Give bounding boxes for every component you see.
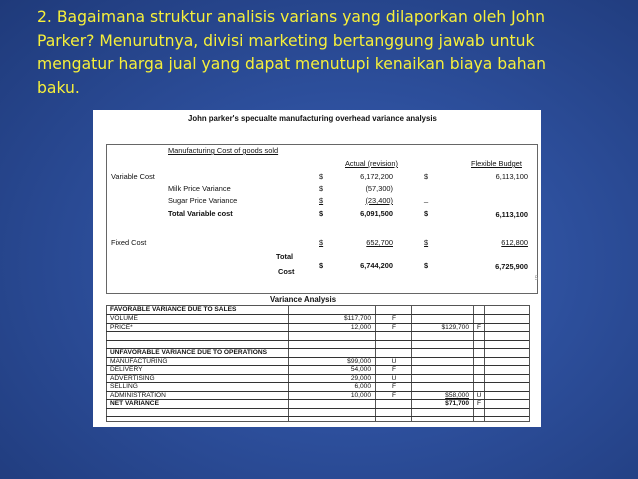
total-value-actual: 6,744,200 [360,261,393,270]
total-currency-actual: $ [319,261,324,270]
table-row-amount: $99,000 [347,358,371,365]
grid-line [106,365,529,366]
row-value-flexible: 6,113,100 [495,210,528,219]
grid-line [106,382,529,383]
total-value-flexible: 6,725,900 [495,262,528,271]
question-line-3: mengatur harga jual yang dapat menutupi kenaikan biaya bahan [37,55,547,73]
table-row-flag: U [391,358,397,365]
table-row-flag: F [391,392,397,399]
grid-line [106,374,529,375]
table-row-label: MANUFACTURING [110,358,168,365]
row-value-actual: (57,300) [365,184,393,193]
row-label-milk: Milk Price Variance [168,184,231,193]
table-row-label: SELLING [110,383,138,390]
table-row-amount: 10,000 [350,392,371,399]
table-row-flag: F [391,315,397,322]
row-currency-actual: $ [319,184,324,193]
row-value-actual: 6,172,200 [360,172,393,181]
row-label-variable-cost: Variable Cost [111,172,155,181]
corner-mark: 5 [534,276,538,282]
row-value-actual: (23,400) [365,196,393,205]
table-row-flag: U [391,375,397,382]
row-label-total-variable: Total Variable cost [168,209,233,218]
row-currency-flexible: $ [424,172,429,181]
grid-line [106,340,529,341]
overhead-section-label: Manufacturing Cost of goods sold [168,146,279,155]
total-label-line1: Total [276,252,294,261]
table-row-subflag: F [476,324,482,331]
overhead-title: John parker's specualte manufacturing overhead variance analysis [188,114,437,123]
col-flexible-header: Flexible Budget [471,159,522,168]
grid-line [106,408,529,409]
table-row-flag: F [391,324,397,331]
row-value-actual: 6,091,500 [360,209,393,218]
total-label-line2: Cost [278,267,295,276]
question-line-2: Parker? Menurutnya, divisi marketing bertanggung jawab untuk [37,31,535,50]
table-row-label: ADMINISTRATION [110,392,166,399]
question-text [37,6,617,100]
table-row-flag: F [391,383,397,390]
grid-line [106,416,529,417]
row-value-flexible: 612,800 [501,238,528,247]
row-label-sugar: Sugar Price Variance [168,196,238,205]
total-currency-flexible: $ [424,261,429,270]
table-row-amount: $117,700 [343,315,371,322]
table-row-label: DELIVERY [110,366,143,373]
col-actual-header: Actual (revision) [345,159,398,168]
row-currency-flexible: $ [424,209,429,218]
grid-line [106,357,529,358]
grid-line [106,314,529,315]
table-row-amount: 6,000 [354,383,371,390]
row-currency-actual: $ [319,172,324,181]
table-row-flag: F [391,366,397,373]
row-value-flexible: 6,113,100 [495,172,528,181]
row-currency-actual: $ [319,209,324,218]
table-row-amount: 12,000 [350,324,371,331]
grid-line [106,331,529,332]
table-row-subtotal: $58,000 [445,392,469,399]
table-row-label: PRICE* [110,324,133,331]
row-currency-actual: $ [319,196,324,205]
variance-title: Variance Analysis [270,295,337,304]
spreadsheet-image [93,110,541,427]
table-row-subtotal: $129,700 [441,324,469,331]
question-line-4: baku. [37,78,80,97]
net-variance-label: NET VARIANCE [110,400,159,407]
question-line-1: 2. Bagaimana struktur analisis varians yang dilaporkan oleh John [37,8,546,26]
row-currency-actual: $ [319,238,324,247]
table-row-label: ADVERTISING [110,375,155,382]
row-value-actual: 652,700 [366,238,393,247]
net-variance-flag: F [476,400,482,407]
unfavorable-header: UNFAVORABLE VARIANCE DUE TO OPERATIONS [110,349,268,356]
row-currency-flexible: _ [424,194,429,203]
favorable-header: FAVORABLE VARIANCE DUE TO SALES [110,306,237,313]
net-variance-amount: $71,700 [445,400,469,407]
table-row-amount: 29,000 [350,375,371,382]
row-currency-flexible: $ [424,238,429,247]
table-row-subflag: U [476,392,482,399]
row-label-fixed-cost: Fixed Cost [111,238,147,247]
table-row-amount: 54,000 [350,366,371,373]
table-row-label: VOLUME [110,315,138,322]
